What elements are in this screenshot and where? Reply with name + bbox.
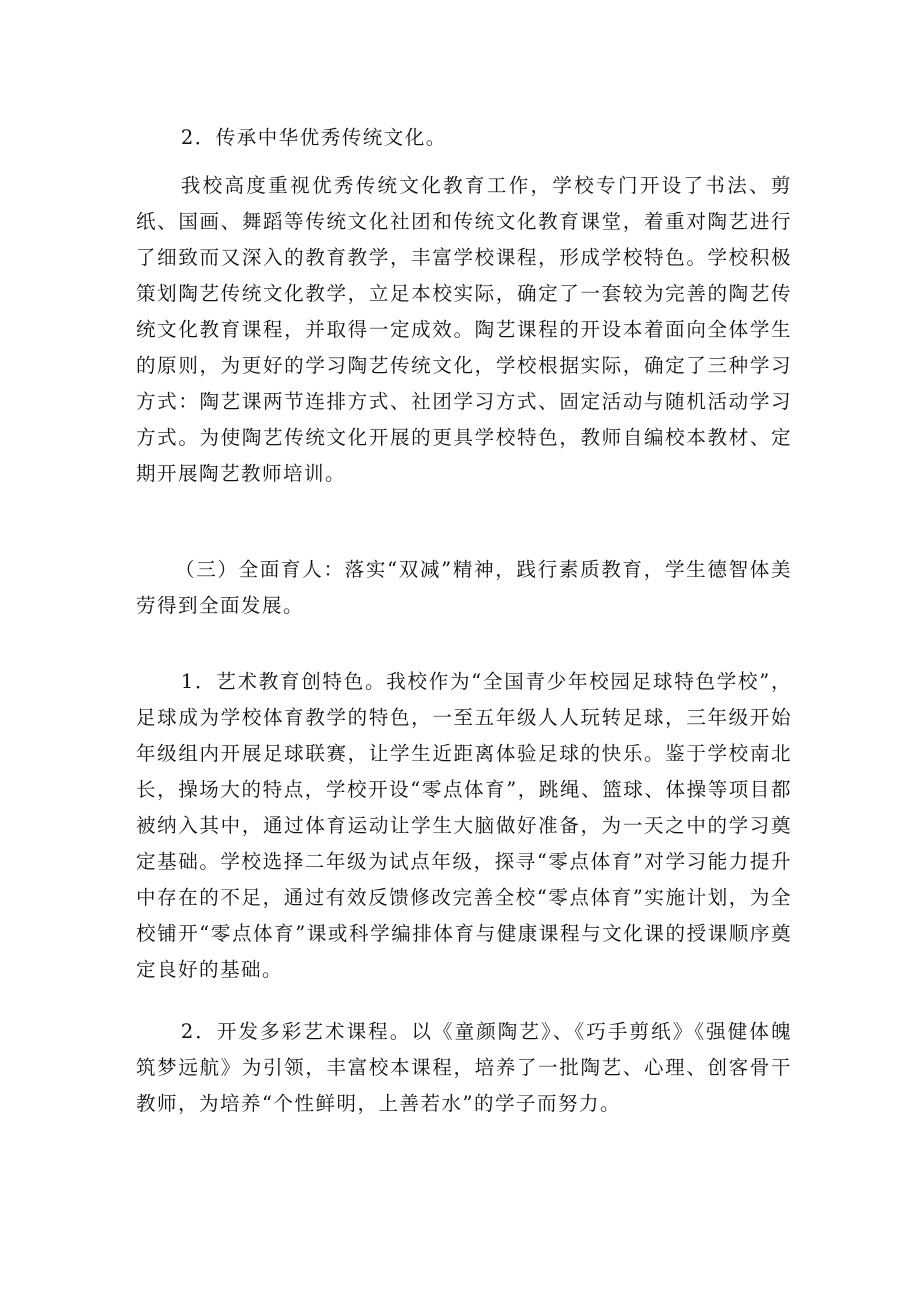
section-heading-heritage: 2．传承中华优秀传统文化。 xyxy=(180,126,447,149)
section-heading-holistic-education: （三）全面育人：落实“双减”精神，践行素质教育，学生德智体美劳得到全面发展。 xyxy=(136,558,792,617)
paragraph-art-courses: 2．开发多彩艺术课程。以《童颜陶艺》、《巧手剪纸》《强健体魄筑梦远航》为引领，丰富校本课程，培养了一批陶艺、心理、创客骨干教师，为培养“个性鲜明，上善若水”的学子而努力。 xyxy=(136,1020,792,1115)
paragraph-traditional-culture: 我校高度重视优秀传统文化教育工作，学校专门开设了书法、剪纸、国画、舞蹈等传统文化社团和传统文化教育课堂，着重对陶艺进行了细致而又深入的教育教学，丰富学校课程，形成学校特色。学校积极策划陶艺传统文化教学，立足本校实际，确定了一套较为完善的陶艺传统文化教育课程，并取得一定成效。陶艺课程的开设本着面向全体学生的原则，为更好的学习陶艺传统文化，学校根据实际，确定了三种学习方式：陶艺课两节连排方式、社团学习方式、固定活动与随机活动学习方式。为使陶艺传统文化开展的更具学校特色，教师自编校本教材、定期开展陶艺教师培训。 xyxy=(136,174,792,485)
paragraph-arts-education: 1．艺术教育创特色。我校作为“全国青少年校园足球特色学校”，足球成为学校体育教学的特色，一至五年级人人玩转足球，三年级开始年级组内开展足球联赛，让学生近距离体验足球的快乐。鉴于学校南北长，操场大的特点，学校开设“零点体育”，跳绳、篮球、体操等项目都被纳入其中，通过体育运动让学生大脑做好准备，为一天之中的学习奠定基础。学校选择二年级为试点年级，探寻“零点体育”对学习能力提升中存在的不足，通过有效反馈修改完善全校“零点体育”实施计划，为全校铺开“零点体育”课或科学编排体育与健康课程与文化课的授课顺序奠定良好的基础。 xyxy=(136,670,792,981)
